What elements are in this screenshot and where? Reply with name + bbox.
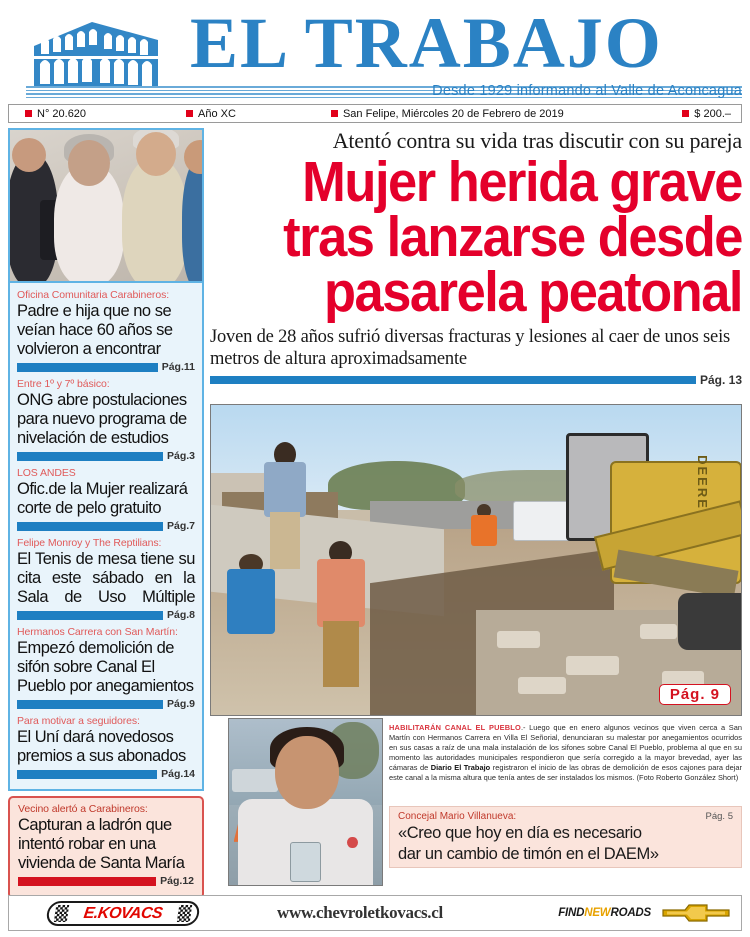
quote-box[interactable]: [389, 806, 742, 868]
main-headline-line-1: Mujer herida grave: [302, 150, 742, 214]
sidebar-item-4[interactable]: [17, 624, 195, 710]
page-ref: [17, 768, 195, 780]
sidebar-headline: Empezó demolición de sifón sobre Canal El Pueblo por anegamientos: [17, 639, 194, 695]
article-text-2: registraron el inicio de las obras de demolición de esos cajones para dejar este canal a la misma altura que tenía antes de ser instalados los mismos. (Foto Roberto González Short): [389, 762, 742, 782]
main-headline-line-2: tras lanzarse desde: [283, 205, 742, 269]
portrait-shirt-logo: [347, 837, 358, 849]
photo-person: [182, 160, 204, 283]
page-bar: [17, 611, 163, 620]
ad-website-url[interactable]: www.chevroletkovacs.cl: [277, 903, 443, 922]
page-ref: [17, 361, 195, 373]
microphone-phone-icon: [290, 842, 321, 882]
bullet-square-icon: [682, 110, 689, 117]
slogan-roads: ROADS: [610, 907, 651, 919]
page-number: Pág.7: [166, 520, 195, 532]
main-story: [210, 128, 742, 390]
page-bar: [17, 452, 163, 461]
page-bar: [17, 700, 163, 709]
sidebar-item-1[interactable]: [17, 376, 195, 462]
sidebar-item-2[interactable]: [17, 465, 195, 532]
sidebar-headline: El Tenis de mesa tiene su cita este sábado en la Sala de Uso Múltiple: [17, 550, 195, 606]
infobar: [8, 104, 742, 123]
page-bar: [210, 376, 696, 384]
page-number: Pág.14: [161, 768, 195, 780]
slogan-find: FIND: [558, 907, 585, 919]
sidebar-alert-headline: Capturan a ladrón que intentó robar en una vivienda de Santa María: [18, 816, 185, 872]
page-number: Pág.12: [160, 875, 194, 887]
sidebar-kicker: Felipe Monroy y The Reptilians:: [17, 537, 162, 549]
quote-line-2: dar un cambio de timón en el DAEM»: [398, 845, 659, 863]
slogan-new: NEW: [584, 907, 611, 919]
main-headline-line-3: pasarela peatonal: [323, 260, 742, 324]
article-body: [389, 723, 742, 801]
page-ref: [17, 520, 195, 532]
quote-line-1: «Creo que hoy en día es necesario: [398, 824, 642, 842]
sidebar-kicker: Para motivar a seguidores:: [17, 715, 140, 727]
page-bar: [18, 877, 156, 886]
main-page-ref: [210, 373, 742, 387]
sidebar-headline: El Uní dará novedosos premios a sus abonados: [17, 728, 186, 765]
photo-worker: [317, 541, 365, 684]
issue-place-date: San Felipe, Miércoles 20 de Febrero de 2019: [331, 108, 564, 120]
quote-header: [398, 811, 733, 822]
sidebar-item-5[interactable]: [17, 713, 195, 780]
photo-person: [122, 158, 188, 283]
issue-number: N° 20.620: [25, 108, 86, 120]
portrait-head: [275, 736, 339, 809]
chevrolet-bowtie-icon: [661, 902, 731, 924]
bullet-square-icon: [331, 110, 338, 117]
page-ref: [17, 450, 195, 462]
quote-page-number: Pág. 5: [705, 811, 733, 822]
page-number: Pág.3: [166, 450, 195, 462]
quote-kicker: Concejal Mario Villanueva:: [398, 811, 517, 822]
sidebar-list: [8, 283, 204, 791]
sidebar-kicker: Entre 1º y 7º básico:: [17, 378, 110, 390]
page-bar: [17, 522, 163, 531]
sidebar-kicker: Oficina Comunitaria Carabineros:: [17, 289, 170, 301]
main-overline: Atentó contra su vida tras discutir con su pareja: [332, 128, 742, 153]
article-text-1: .- Luego que en enero algunos vecinos que viven cerca a San Martín con Hermanos Carrera en Villa El Señorial, denunciaran su malestar por anegamientos ocurridos en sus casas a raíz de una mala instalación de los sifones sobre Canal El Pueblo, problema al que en su momento las autoridades municipales respondieron que sería corregido a la mayor brevedad, ayer las cámaras de: [389, 723, 742, 772]
councilman-portrait-photo: [228, 718, 383, 886]
page-ref: [17, 698, 195, 710]
page-number: Pág. 13: [699, 373, 742, 387]
page-ref: [18, 875, 194, 887]
excavator-icon: [508, 424, 742, 660]
kovacs-logo: [45, 901, 201, 926]
photo-worker: [471, 504, 498, 566]
bullet-square-icon: [186, 110, 193, 117]
portrait-car: [232, 769, 278, 792]
checkered-flag-icon: [54, 905, 69, 922]
masthead-tagline: Desde 1929 informando al Valle de Aconcagua: [432, 83, 742, 99]
sidebar-item-3[interactable]: [17, 535, 195, 621]
page-number: Pág.9: [166, 698, 195, 710]
photo-worker: [227, 554, 275, 666]
sidebar-item-0[interactable]: [17, 287, 195, 373]
photo-worker: [264, 442, 306, 566]
family-photo: [8, 128, 204, 283]
sidebar: [8, 128, 204, 899]
page-bar: [17, 363, 158, 372]
kovacs-brand-label: E.KOVACS: [82, 904, 164, 921]
sidebar-kicker: LOS ANDES: [17, 467, 76, 479]
sidebar-headline: Ofic.de la Mujer realizará corte de pelo gratuito: [17, 480, 188, 517]
main-headline: [253, 150, 742, 324]
sidebar-alert-kicker: Vecino alertó a Carabineros:: [18, 803, 148, 815]
page-ref: [17, 609, 195, 621]
page-title: EL TRABAJO: [190, 3, 663, 83]
page-bar: [17, 770, 157, 779]
article-bold-name: Diario El Trabajo: [430, 762, 491, 772]
page-number: Pág.8: [166, 609, 195, 621]
sidebar-kicker: Hermanos Carrera con San Martín:: [17, 626, 178, 638]
sidebar-alert-item[interactable]: [8, 796, 204, 899]
slogan-text: [558, 907, 651, 919]
checkered-flag-icon: [177, 905, 192, 922]
sidebar-headline: ONG abre postulaciones para nuevo programa de nivelación de estudios: [17, 391, 187, 447]
bullet-square-icon: [25, 110, 32, 117]
advertisement-banner[interactable]: [8, 895, 742, 931]
photo-page-badge: Pág. 9: [659, 684, 731, 705]
issue-year: Año XC: [186, 108, 236, 120]
page-number: Pág.11: [161, 361, 195, 373]
issue-price: $ 200.–: [682, 108, 731, 120]
masthead: [0, 0, 750, 100]
colonial-building-icon: [26, 6, 166, 94]
article-paragraph: [389, 723, 742, 782]
main-subhead: Joven de 28 años sufrió diversas fracturas y lesiones al caer de unos seis metros de altura aproximadsamente: [210, 327, 731, 369]
sidebar-headline: Padre e hija que no se veían hace 60 años se volvieron a encontrar: [17, 302, 173, 358]
article-lead: HABILITARÁN CANAL EL PUEBLO: [389, 723, 521, 732]
excavator-brand: DEERE: [694, 455, 710, 511]
photo-person: [54, 164, 124, 283]
canal-demolition-photo: [210, 404, 742, 716]
find-new-roads-slogan: [558, 902, 731, 924]
